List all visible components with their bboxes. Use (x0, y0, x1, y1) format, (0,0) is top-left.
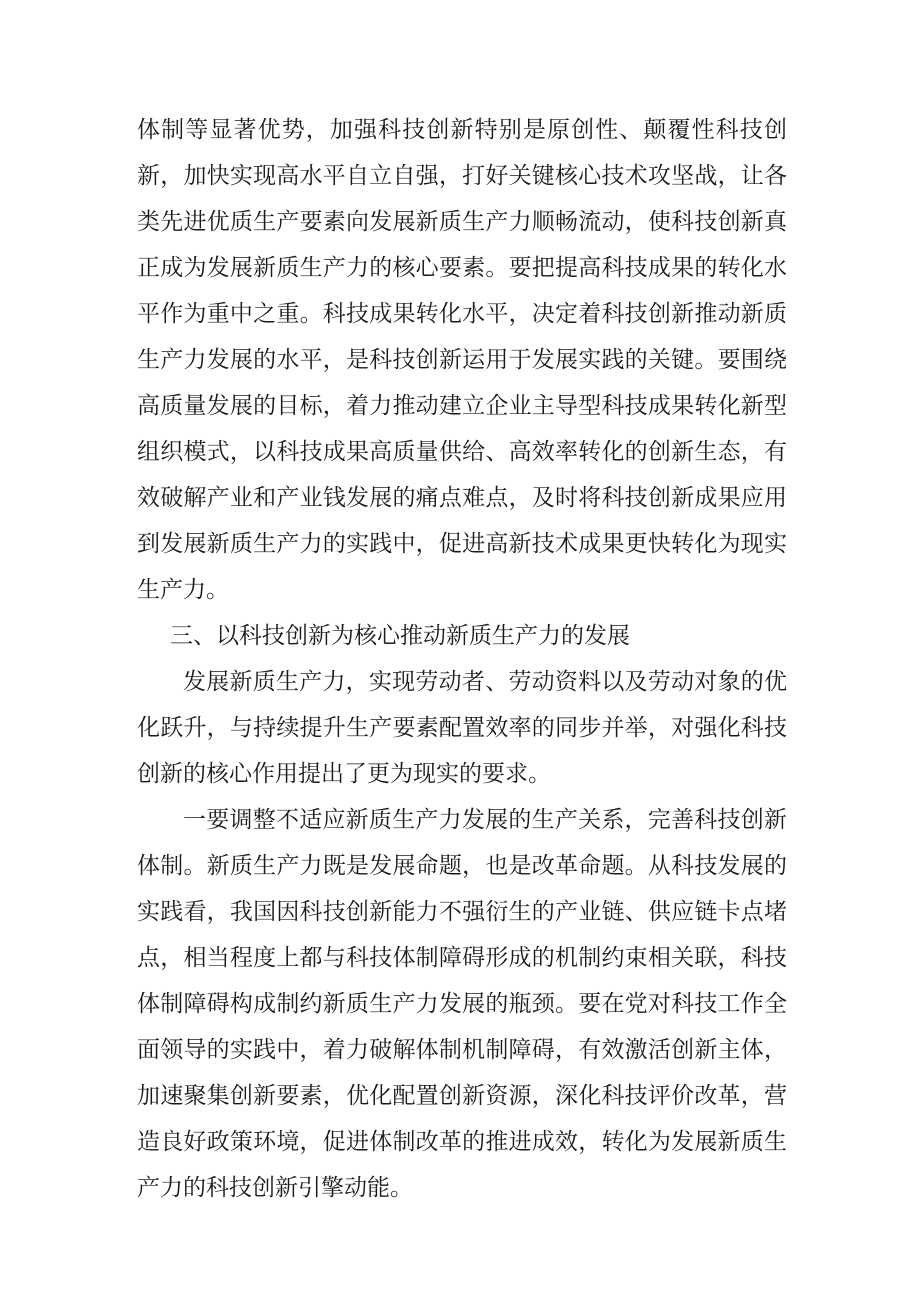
text-line: 造良好政策环境，促进体制改革的推进成效，转化为发展新质生 (137, 1129, 787, 1155)
text-line: 进优质生产要素向发展新质生产力顺畅流动，使科技创新真正成 (137, 209, 788, 281)
text-line: 一要调整不适应新质生产力发展的生产关系，完善科技创新 (183, 807, 787, 833)
text-line: 面领导的实践中，着力破解体制机制障碍，有效激活创新主体， (137, 1037, 787, 1063)
text-line: 实践看，我国因科技创新能力不强衍生的产业链、供应链卡点堵 (137, 899, 787, 925)
text-line: 产力的科技创新引擎动能。 (137, 1175, 413, 1201)
text-line: 点，相当程度上都与科技体制障碍形成的机制约束相关联，科技 (137, 945, 787, 971)
paragraph-point-one (137, 797, 787, 1211)
heading-text: 三、以科技创新为核心推动新质生产力的发展 (170, 623, 630, 649)
text-line: 发展新质生产力，实现劳动者、劳动资料以及劳动对象的优 (183, 669, 787, 695)
text-line: 为重中之重。科技成果转化水平，决定着科技创新推动新质生产 (137, 301, 788, 373)
text-line: 模式，以科技成果高质量供给、高效率转化的创新生态，有效破 (137, 439, 788, 511)
text-line: 加速聚集创新要素，优化配置创新资源，深化科技评价改革，营 (137, 1083, 787, 1109)
text-line: 体制障碍构成制约新质生产力发展的瓶颈。要在党对科技工作全 (137, 991, 787, 1017)
text-line: 解产业和产业钱发展的痛点难点，及时将科技创新成果应用到发 (137, 485, 788, 557)
text-line: 为发展新质生产力的核心要素。要把提高科技成果的转化水平作 (137, 255, 788, 327)
paragraph-continuation (137, 107, 787, 613)
text-line: 体制。新质生产力既是发展命题，也是改革命题。从科技发展的 (137, 853, 787, 879)
text-line: 创新的核心作用提出了更为现实的要求。 (137, 761, 551, 787)
text-line: 展新质生产力的实践中，促进高新技术成果更快转化为现实生产 (137, 531, 788, 603)
section-heading (137, 613, 787, 659)
text-line: 体制等显著优势，加强科技创新特别是原创性、颠覆性科技创新， (137, 117, 787, 189)
text-line: 量发展的目标，着力推动建立企业主导型科技成果转化新型组织 (137, 393, 788, 465)
text-line: 化跃升，与持续提升生产要素配置效率的同步并举，对强化科技 (137, 715, 787, 741)
paragraph-intro (137, 659, 787, 797)
text-line: 加快实现高水平自立自强，打好关键核心技术攻坚战，让各类先 (137, 163, 788, 235)
document-body (137, 107, 787, 1211)
text-line: 力。 (183, 577, 229, 603)
text-line: 力发展的水平，是科技创新运用于发展实践的关键。要围绕高质 (137, 347, 788, 419)
